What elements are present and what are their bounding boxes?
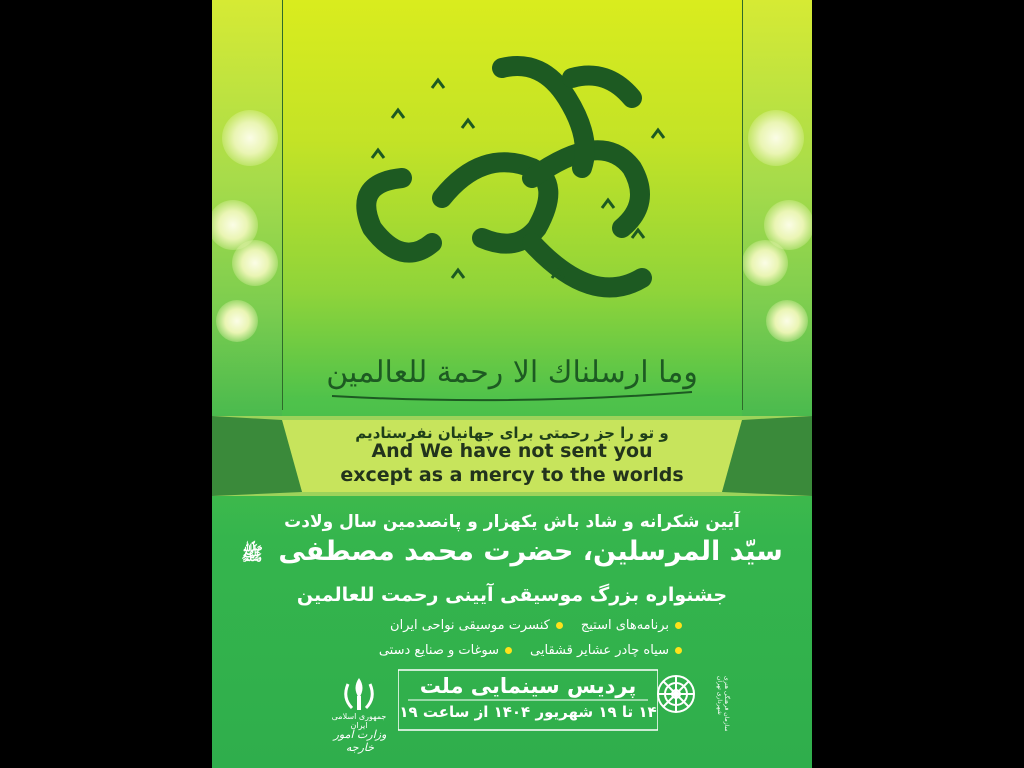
program-item: برنامه‌های استیج — [581, 618, 682, 633]
program-row — [342, 643, 682, 658]
program-list — [342, 618, 682, 668]
venue-name: پردیس سینمایی ملت — [419, 674, 637, 698]
right-logo-caption: سازمان فرهنگی هنری شهرداری تهران — [716, 676, 730, 732]
venue-date: ۱۴ تا ۱۹ شهریور ۱۴۰۴ از ساعت ۱۹ — [399, 703, 657, 721]
honorific-glyph: ﷺ — [241, 544, 263, 565]
rosette-logo-icon — [654, 672, 698, 716]
event-title-text: سیّد المرسلین، حضرت محمد مصطفی — [278, 536, 783, 567]
event-subtitle: آیین شکرانه و شاد باش یکهزار و پانصدمین سال ولادت — [284, 512, 740, 532]
left-logo-caption: وزارت امور خارجه — [333, 728, 387, 754]
bullet-icon — [505, 647, 512, 654]
verse-text: وما ارسلناك الا رحمة للعالمين — [326, 355, 698, 390]
persian-translation: و تو را جز رحمتی برای جهانیان نفرستادیم — [355, 424, 669, 442]
program-item: سیاه چادر عشایر قشقایی — [530, 643, 682, 658]
left-floral-panel — [212, 0, 282, 440]
frame-line-left — [282, 0, 283, 410]
right-floral-panel — [742, 0, 812, 440]
bullet-icon — [675, 647, 682, 654]
program-row — [342, 618, 682, 633]
frame-line-right — [742, 0, 743, 410]
verse-calligraphy — [312, 338, 712, 408]
english-translation-line2: except as a mercy to the worlds — [340, 464, 684, 486]
calligraphy-text — [212, 0, 213, 1]
bullet-icon — [675, 622, 682, 629]
bullet-icon — [556, 622, 563, 629]
poster — [212, 0, 812, 768]
english-translation-line1: And We have not sent you — [371, 440, 653, 462]
festival-title: جشنواره بزرگ موسیقی آیینی رحمت للعالمین — [296, 584, 728, 606]
program-item: سوغات و صنایع دستی — [379, 643, 512, 658]
calligraphy-graphic — [332, 28, 692, 328]
program-item: کنسرت موسیقی نواحی ایران — [390, 618, 563, 633]
left-logo-caption-small: جمهوری اسلامی ایران — [331, 712, 387, 730]
event-title — [212, 536, 812, 569]
iran-emblem-icon — [338, 676, 380, 712]
